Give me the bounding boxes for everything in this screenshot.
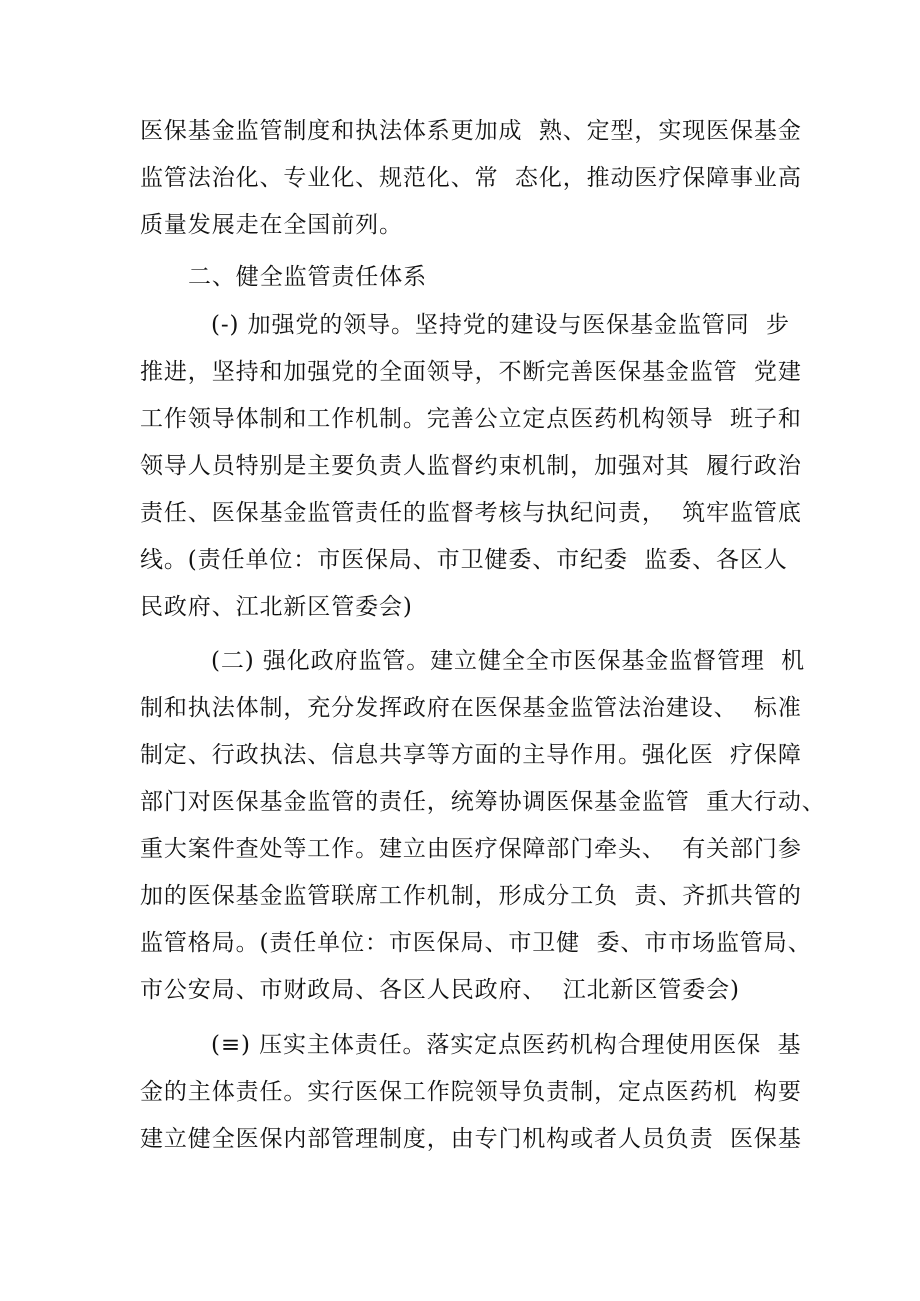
paragraph-line: 民政府、江北新区管委会): [140, 594, 413, 620]
paragraph-line: 市公安局、市财政局、各区人民政府、 江北新区管委会): [140, 977, 740, 1003]
paragraph-line: (二) 强化政府监管。建立健全全市医保基金监督管理 机: [211, 648, 806, 674]
section-heading: 二、健全监管责任体系: [188, 264, 427, 290]
paragraph-line: 线。(责任单位：市医保局、市卫健委、市纪委 监委、各区人: [140, 547, 788, 573]
paragraph-line: 责任、医保基金监管责任的监督考核与执纪问责， 筑牢监管底: [140, 500, 802, 526]
paragraph-line: (≡) 压实主体责任。落实定点医药机构合理使用医保 基: [211, 1032, 802, 1058]
paragraph-line: 领导人员特别是主要负责人监督约束机制，加强对其 履行政治: [140, 453, 802, 479]
paragraph-line: 医保基金监管制度和执法体系更加成 熟、定型，实现医保基金: [140, 118, 802, 144]
paragraph-line: 监管格局。(责任单位：市医保局、市卫健 委、市市场监管局、: [140, 930, 812, 956]
paragraph-line: 质量发展走在全国前列。: [140, 212, 403, 238]
paragraph-line: 制和执法体制，充分发挥政府在医保基金监管法治建设、 标准: [140, 695, 802, 721]
paragraph-line: (-) 加强党的领导。坚持党的建设与医保基金监管同 步: [211, 312, 790, 338]
paragraph-line: 推进，坚持和加强党的全面领导，不断完善医保基金监管 党建: [140, 359, 802, 385]
paragraph-line: 加的医保基金监管联席工作机制，形成分工负 责、齐抓共管的: [140, 883, 802, 909]
paragraph-line: 重大案件查处等工作。建立由医疗保障部门牵头、 有关部门参: [140, 836, 802, 862]
paragraph-line: 部门对医保基金监管的责任，统筹协调医保基金监管 重大行动、: [140, 789, 826, 815]
paragraph-line: 金的主体责任。实行医保工作院领导负责制，定点医药机 构要: [140, 1079, 802, 1105]
paragraph-line: 建立健全医保内部管理制度，由专门机构或者人员负责 医保基: [140, 1126, 802, 1152]
paragraph-line: 工作领导体制和工作机制。完善公立定点医药机构领导 班子和: [140, 406, 802, 432]
paragraph-line: 监管法治化、专业化、规范化、常 态化，推动医疗保障事业高: [140, 165, 802, 191]
paragraph-line: 制定、行政执法、信息共享等方面的主导作用。强化医 疗保障: [140, 742, 802, 768]
